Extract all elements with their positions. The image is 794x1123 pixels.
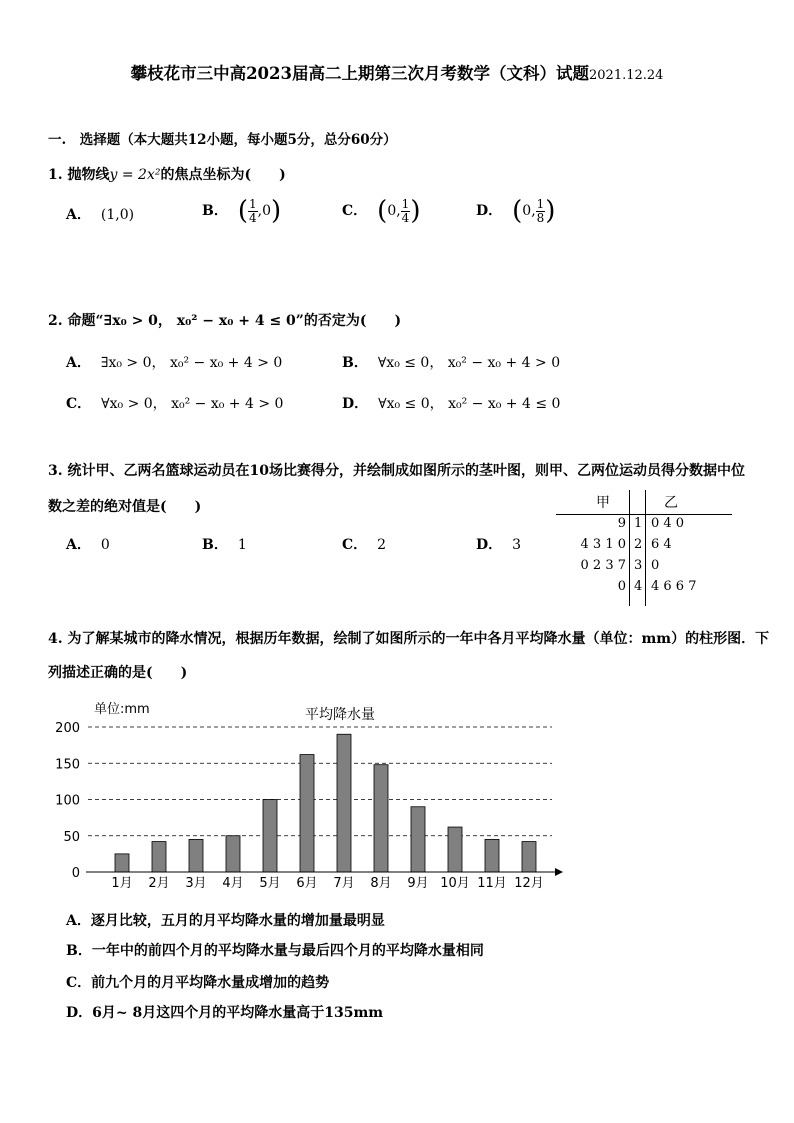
bar-10 — [448, 827, 462, 872]
leaves-right: 6 4 — [651, 537, 672, 552]
x-tick-label: 10月 — [440, 876, 470, 891]
option-text: 0, — [522, 203, 536, 219]
option-key: A． — [66, 913, 91, 929]
q2-option-b[interactable] — [342, 352, 560, 372]
page-title — [0, 60, 794, 84]
q1-stem-pre: 1. 抛物线 — [48, 167, 110, 183]
stem-value: 3 — [634, 558, 643, 573]
chart-yticks — [55, 721, 80, 881]
fraction: $\frac{1}{8}$ — [536, 196, 545, 225]
q1-stem-post: 的焦点坐标为( ) — [160, 167, 286, 183]
fraction: $\frac{1}{4}$ — [249, 196, 257, 225]
stem-leaf-vline-left — [629, 490, 630, 606]
y-tick-label: 50 — [63, 829, 80, 845]
x-tick-label: 9月 — [407, 876, 429, 891]
option-key: D． — [476, 537, 503, 553]
bar-5 — [263, 800, 277, 873]
option-text: ∀x₀ > 0， x₀² − x₀ + 4 > 0 — [101, 396, 284, 412]
q3-option-d[interactable] — [476, 534, 521, 554]
q2-option-c[interactable] — [66, 393, 283, 413]
x-tick-label: 5月 — [259, 876, 281, 891]
q1-option-c[interactable]: C． (0, $\frac{1}{4}$ ) — [342, 196, 421, 226]
q4-stem-line2: 列描述正确的是( ) — [48, 665, 188, 681]
q3-option-c[interactable] — [342, 534, 386, 554]
leaves-right: 4 6 6 7 — [651, 579, 697, 594]
leaves-left: 0 2 3 7 — [580, 558, 626, 573]
option-text: ,0 — [257, 203, 271, 219]
option-key: B． — [342, 355, 368, 371]
chart-xticks — [111, 876, 543, 891]
option-text: 1 — [237, 537, 247, 553]
chart-bars — [115, 734, 536, 872]
q1-stem-math: y = 2x² — [109, 167, 161, 183]
stem-value: 1 — [634, 516, 643, 531]
option-key: A． — [66, 207, 91, 223]
option-text: 0 — [100, 537, 110, 553]
x-tick-label: 4月 — [222, 876, 244, 891]
stem-leaf-divider — [556, 514, 732, 515]
q1-option-d[interactable]: D． (0, $\frac{1}{8}$ ) — [476, 196, 556, 226]
x-tick-label: 11月 — [477, 876, 507, 891]
q4-option-b[interactable] — [66, 940, 484, 960]
bar-12 — [522, 842, 536, 872]
chart-x-axis-arrow — [555, 868, 563, 876]
bar-6 — [300, 755, 314, 872]
q3-option-a[interactable] — [66, 534, 110, 554]
stem-leaf-plot — [556, 490, 732, 606]
x-tick-label: 8月 — [370, 876, 392, 891]
q3-stem-line2: 数之差的绝对值是( ) — [48, 499, 202, 515]
option-text: 2 — [377, 537, 387, 553]
y-tick-label: 200 — [55, 721, 80, 736]
option-text: ∃x₀ > 0， x₀² − x₀ + 4 > 0 — [100, 355, 283, 371]
bar-3 — [189, 839, 203, 872]
option-key: D． — [66, 1005, 93, 1021]
option-key: B． — [202, 203, 228, 219]
option-key: B． — [66, 943, 92, 959]
chart-title: 平均降水量 — [305, 707, 375, 723]
leaves-left: 9 — [617, 516, 626, 531]
x-tick-label: 2月 — [148, 876, 170, 891]
q4-option-c[interactable] — [66, 972, 329, 992]
q4-option-a[interactable] — [66, 910, 385, 930]
title-date: 2021.12.24 — [589, 68, 664, 83]
bar-2 — [152, 842, 166, 872]
option-key: C． — [66, 975, 92, 991]
bar-8 — [374, 765, 388, 872]
leaves-right: 0 4 0 — [651, 516, 685, 531]
bar-7 — [337, 734, 351, 872]
title-main: 攀枝花市三中高2023届高二上期第三次月考数学（文科）试题 — [130, 64, 589, 83]
y-tick-label: 150 — [55, 757, 80, 773]
precipitation-bar-chart — [40, 695, 580, 895]
x-tick-label: 3月 — [185, 876, 207, 891]
stem-leaf-header-left: 甲 — [596, 495, 610, 511]
q1-stem — [48, 164, 286, 184]
option-key: D． — [476, 203, 503, 219]
leaves-left: 4 3 1 0 — [580, 537, 626, 552]
option-key: D． — [342, 396, 369, 412]
x-tick-label: 7月 — [333, 876, 355, 891]
q4-stem-line1: 4. 为了解某城市的降水情况，根据历年数据，绘制了如图所示的一年中各月平均降水量（单位：mm）的柱形图．下 — [48, 631, 770, 647]
option-text: ∀x₀ ≤ 0， x₀² − x₀ + 4 ≤ 0 — [378, 396, 561, 412]
option-text: 前九个月的月平均降水量成增加的趋势 — [91, 975, 330, 991]
bar-9 — [411, 807, 425, 872]
option-text: 0, — [387, 203, 401, 219]
q3-option-b[interactable] — [202, 534, 247, 554]
stem-value: 2 — [634, 537, 643, 552]
section-heading: 一. 选择题（本大题共12小题，每小题5分，总分60分） — [48, 132, 397, 148]
option-key: A． — [66, 537, 91, 553]
x-tick-label: 6月 — [296, 876, 318, 891]
x-tick-label: 1月 — [111, 876, 133, 891]
q3-stem-line1: 3. 统计甲、乙两名篮球运动员在10场比赛得分，并绘制成如图所示的茎叶图，则甲、乙两位运动员得分数据中位 — [48, 463, 745, 479]
bar-4 — [226, 836, 240, 872]
x-tick-label: 12月 — [514, 876, 544, 891]
option-key: C． — [66, 396, 92, 412]
option-text: ∀x₀ ≤ 0， x₀² − x₀ + 4 > 0 — [377, 355, 561, 371]
option-text: 3 — [512, 537, 522, 553]
bar-1 — [115, 854, 129, 872]
stem-value: 4 — [634, 579, 643, 594]
stem-leaf-header-right: 乙 — [664, 495, 678, 511]
option-text: 一年中的前四个月的平均降水量与最后四个月的平均降水量相同 — [91, 943, 484, 959]
stem-leaf-vline-right — [645, 490, 646, 606]
q2-stem: 2. 命题“∃x₀ > 0， x₀² − x₀ + 4 ≤ 0”的否定为( ) — [48, 313, 402, 329]
fraction: $\frac{1}{4}$ — [401, 196, 410, 225]
option-key: C． — [342, 537, 368, 553]
chart-gridlines — [88, 727, 552, 836]
q1-option-b[interactable]: B． ( $\frac{1}{4}$ ,0) — [202, 196, 282, 226]
option-key: C． — [342, 203, 368, 219]
option-text: 逐月比较，五月的月平均降水量的增加量最明显 — [90, 913, 385, 929]
y-tick-label: 100 — [55, 793, 80, 809]
y-tick-label: 0 — [71, 866, 80, 881]
leaves-left: 0 — [617, 579, 626, 594]
option-text: (1,0) — [100, 207, 135, 223]
leaves-right: 0 — [651, 558, 660, 573]
chart-ylabel: 单位:mm — [94, 702, 150, 717]
option-key: B． — [202, 537, 228, 553]
q2-option-a[interactable] — [66, 352, 282, 372]
option-text: 6月~ 8月这四个月的平均降水量高于135mm — [92, 1005, 384, 1021]
option-key: A． — [66, 355, 91, 371]
q4-option-d[interactable] — [66, 1002, 383, 1022]
q2-option-d[interactable] — [342, 393, 560, 413]
bar-11 — [485, 839, 499, 872]
q1-option-a[interactable] — [66, 204, 134, 224]
